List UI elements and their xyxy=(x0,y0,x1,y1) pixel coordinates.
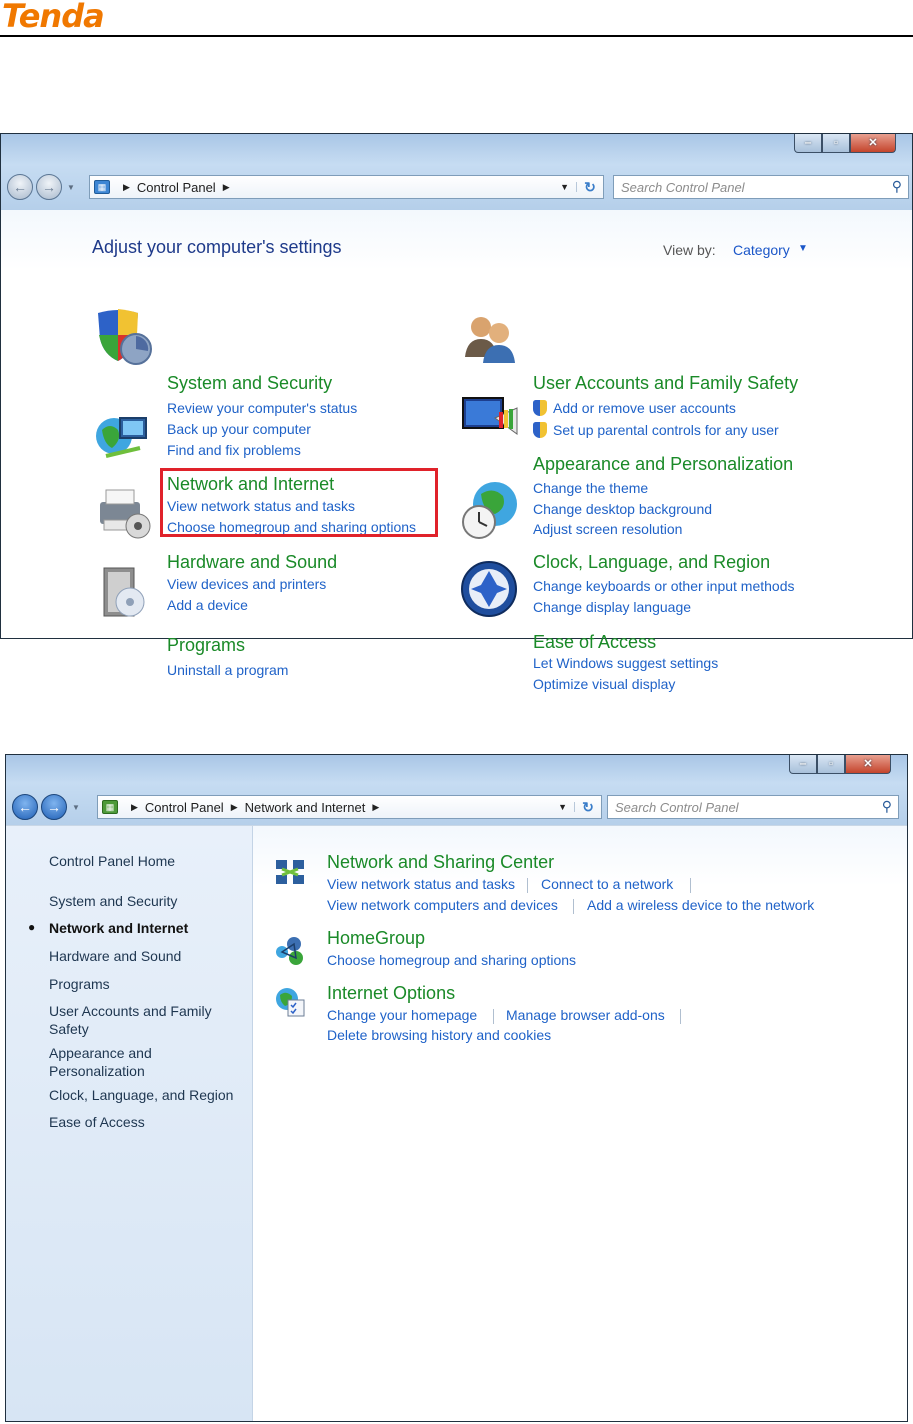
link-connect-network[interactable]: Connect to a network xyxy=(541,876,674,892)
printer-icon[interactable] xyxy=(92,480,154,542)
maximize-icon[interactable]: ▫ xyxy=(817,755,845,774)
control-panel-window xyxy=(0,133,913,692)
search-placeholder: Search Control Panel xyxy=(615,799,739,815)
refresh-icon[interactable]: ↻ xyxy=(582,798,594,815)
caption-buttons xyxy=(789,755,891,775)
category-network-internet[interactable]: Network and Internet xyxy=(167,474,335,494)
window-chrome xyxy=(1,134,912,210)
link-choose-homegroup[interactable]: Choose homegroup and sharing options xyxy=(327,952,577,968)
link-parental-controls[interactable]: Set up parental controls for any user xyxy=(553,422,779,438)
sidebar-item-programs[interactable]: Programs xyxy=(49,976,110,992)
address-bar[interactable] xyxy=(89,175,604,199)
back-arrow-icon[interactable]: ← xyxy=(12,794,38,820)
sidebar-item-clock-language[interactable]: Clock, Language, and Region xyxy=(49,1087,234,1103)
link-change-homepage[interactable]: Change your homepage xyxy=(327,1007,478,1023)
header-rule xyxy=(0,35,913,37)
minimize-icon[interactable]: ‒ xyxy=(794,134,822,153)
forward-arrow-icon[interactable]: → xyxy=(36,174,62,200)
network-content xyxy=(6,825,907,1421)
sidebar-item-ease-of-access[interactable]: Ease of Access xyxy=(49,1114,145,1130)
link-choose-homegroup[interactable]: Choose homegroup and sharing options xyxy=(167,519,417,535)
link-separator xyxy=(690,878,691,893)
address-dropdown-icon[interactable]: ▼ xyxy=(551,802,575,812)
caption-buttons xyxy=(794,134,896,154)
network-internet-window xyxy=(5,754,908,1422)
breadcrumb-arrow-icon[interactable]: ▶ xyxy=(131,801,138,812)
category-ease-of-access[interactable]: Ease of Access xyxy=(533,632,657,652)
breadcrumb-control-panel[interactable]: Control Panel xyxy=(136,179,216,195)
link-manage-addons[interactable]: Manage browser add-ons xyxy=(506,1007,665,1023)
link-find-fix[interactable]: Find and fix problems xyxy=(167,442,301,458)
section-internet-options[interactable]: Internet Options xyxy=(327,983,456,1003)
page-title: Adjust your computer's settings xyxy=(92,237,342,257)
link-screen-resolution[interactable]: Adjust screen resolution xyxy=(533,521,683,537)
link-review-status[interactable]: Review your computer's status xyxy=(167,400,358,416)
category-appearance[interactable]: Appearance and Personalization xyxy=(533,454,794,474)
address-dropdown-icon[interactable]: ▼ xyxy=(553,182,577,192)
shield-icon[interactable] xyxy=(92,305,154,367)
link-view-network-computers[interactable]: View network computers and devices xyxy=(327,897,558,913)
link-delete-history[interactable]: Delete browsing history and cookies xyxy=(327,1027,552,1043)
maximize-icon[interactable]: ▫ xyxy=(822,134,850,153)
recent-pages-chevron-icon[interactable]: ▼ xyxy=(72,802,80,812)
category-hardware-sound[interactable]: Hardware and Sound xyxy=(167,552,338,572)
close-icon[interactable]: ✕ xyxy=(845,755,891,774)
link-change-theme[interactable]: Change the theme xyxy=(533,480,649,496)
refresh-icon[interactable]: ↻ xyxy=(584,178,596,195)
window-chrome xyxy=(6,755,907,825)
breadcrumb-arrow-icon[interactable]: ▶ xyxy=(222,181,230,192)
section-homegroup[interactable]: HomeGroup xyxy=(327,928,426,948)
link-add-wireless-device[interactable]: Add a wireless device to the network xyxy=(587,897,815,913)
link-display-language[interactable]: Change display language xyxy=(533,599,692,615)
globe-clock-icon[interactable] xyxy=(459,478,521,540)
sidebar-item-appearance[interactable]: Appearance and Personalization xyxy=(49,1045,152,1079)
sidebar-item-user-accounts[interactable]: User Accounts and Family Safety xyxy=(49,1003,212,1037)
forward-arrow-icon[interactable]: → xyxy=(41,794,67,820)
sidebar-item-system-security[interactable]: System and Security xyxy=(49,893,178,909)
network-sharing-icon[interactable] xyxy=(274,857,306,889)
minimize-icon[interactable]: ‒ xyxy=(789,755,817,774)
programs-box-icon[interactable] xyxy=(92,560,154,622)
current-bullet-icon: ● xyxy=(28,920,36,934)
link-separator xyxy=(527,878,528,893)
network-globe-icon[interactable] xyxy=(92,400,154,462)
uac-shield-icon xyxy=(533,422,547,438)
section-network-sharing-center[interactable]: Network and Sharing Center xyxy=(327,852,555,872)
breadcrumb-arrow-icon[interactable]: ▶ xyxy=(230,801,238,812)
category-content xyxy=(1,210,912,692)
link-back-up[interactable]: Back up your computer xyxy=(167,421,311,437)
control-panel-icon: ▦ xyxy=(94,180,110,194)
search-placeholder: Search Control Panel xyxy=(621,179,745,195)
users-icon[interactable] xyxy=(459,305,521,367)
sidebar-item-home[interactable]: Control Panel Home xyxy=(49,853,176,869)
link-add-device[interactable]: Add a device xyxy=(167,597,248,613)
link-view-network-status[interactable]: View network status and tasks xyxy=(327,876,516,892)
category-programs[interactable]: Programs xyxy=(167,635,246,655)
breadcrumb-control-panel[interactable]: Control Panel xyxy=(144,799,224,815)
document-header xyxy=(0,0,913,38)
breadcrumb-arrow-icon[interactable]: ▶ xyxy=(372,801,380,812)
category-system-security[interactable]: System and Security xyxy=(167,373,333,393)
link-add-remove-users[interactable]: Add or remove user accounts xyxy=(553,400,736,416)
nav-buttons xyxy=(7,173,77,201)
address-bar[interactable] xyxy=(97,795,602,819)
link-suggest-settings[interactable]: Let Windows suggest settings xyxy=(533,655,719,671)
link-separator xyxy=(680,1009,681,1024)
link-uninstall[interactable]: Uninstall a program xyxy=(167,662,289,678)
link-separator xyxy=(573,899,574,914)
search-icon[interactable]: ⚲ xyxy=(881,798,892,814)
link-view-network-status[interactable]: View network status and tasks xyxy=(167,498,356,514)
sidebar-item-hardware-sound[interactable]: Hardware and Sound xyxy=(49,948,182,964)
homegroup-icon[interactable] xyxy=(274,934,306,966)
link-devices-printers[interactable]: View devices and printers xyxy=(167,576,327,592)
internet-options-icon[interactable] xyxy=(274,986,306,1018)
breadcrumb-arrow-icon[interactable]: ▶ xyxy=(123,181,130,192)
link-change-keyboards[interactable]: Change keyboards or other input methods xyxy=(533,578,795,594)
uac-shield-icon xyxy=(533,400,547,416)
link-separator xyxy=(493,1009,494,1024)
view-by-label: View by: xyxy=(663,242,716,258)
display-palette-icon[interactable] xyxy=(459,388,521,450)
category-clock-language[interactable]: Clock, Language, and Region xyxy=(533,552,771,572)
chevron-down-icon[interactable]: ▼ xyxy=(798,243,808,254)
nav-buttons xyxy=(12,793,82,821)
network-icon: ▦ xyxy=(102,800,118,814)
recent-pages-chevron-icon[interactable]: ▼ xyxy=(67,182,75,192)
search-input[interactable] xyxy=(613,175,909,199)
close-icon[interactable]: ✕ xyxy=(850,134,896,153)
search-icon[interactable]: ⚲ xyxy=(891,178,902,194)
breadcrumb-network-internet[interactable]: Network and Internet xyxy=(244,799,366,815)
link-optimize-display[interactable]: Optimize visual display xyxy=(533,676,676,692)
sidebar-item-network-internet[interactable]: Network and Internet xyxy=(49,920,189,936)
search-input[interactable] xyxy=(607,795,899,819)
ease-of-access-icon[interactable] xyxy=(459,559,521,621)
tenda-logo: Tenda xyxy=(2,0,104,35)
view-by-dropdown[interactable]: Category xyxy=(733,242,790,258)
link-desktop-background[interactable]: Change desktop background xyxy=(533,501,713,517)
category-user-accounts[interactable]: User Accounts and Family Safety xyxy=(533,373,799,393)
sidebar xyxy=(6,826,253,1421)
highlight-box xyxy=(160,468,438,537)
back-arrow-icon[interactable]: ← xyxy=(7,174,33,200)
